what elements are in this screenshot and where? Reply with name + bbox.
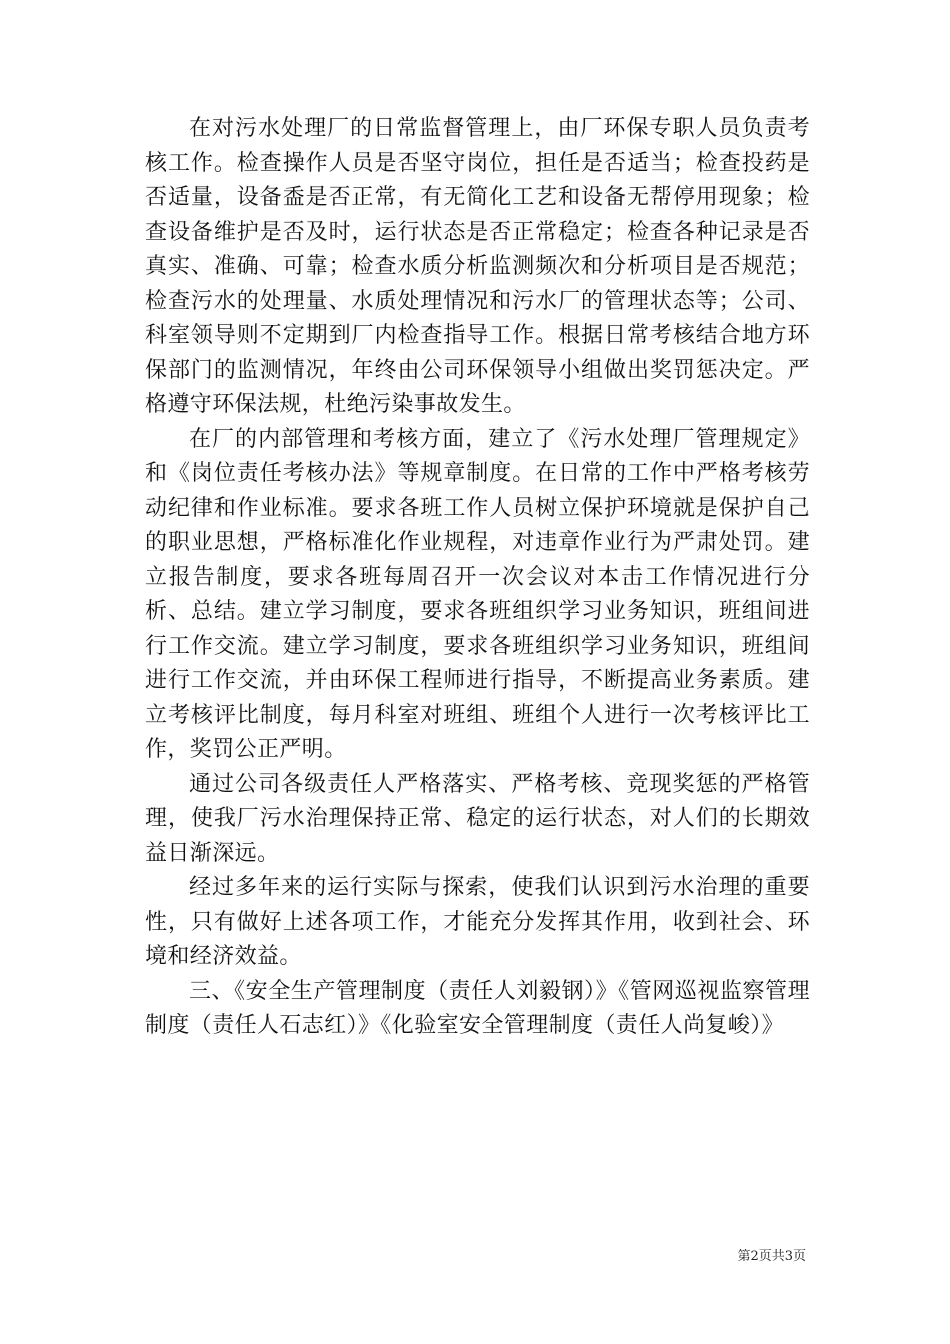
paragraph-internal-management: 在厂的内部管理和考核方面，建立了《污水处理厂管理规定》和《岗位责任考核办法》等规章制度。在日常的工作中严格考核劳动纪律和作业标准。要求各班工作人员树立保护环境就是保护自己的职业思想，严格标准化作业规程，对违章作业行为严肃处罚。建立报告制度，要求各班每周召开一次会议对本击工作情况进行分析、总结。建立学习制度，要求各班组织学习业务知识，班组间进行工作交流。建立学习制度，要求各班组织学习业务知识，班组间进行工作交流，并由环保工程师进行指导，不断提高业务素质。建立考核评比制度，每月科室对班组、班组个人进行一次考核评比工作，奖罚公正严明。: [145, 426, 810, 762]
paragraph-results: 通过公司各级责任人严格落实、严格考核、竞现奖惩的严格管理，使我厂污水治理保持正常、稳定的运行状态，对人们的长期效益日渐深远。: [145, 771, 810, 866]
paragraph-supervision: 在对污水处理厂的日常监督管理上，由厂环保专职人员负责考核工作。检查操作人员是否坚守岗位，担任是否适当；检查投药是否适量，设备盉是否正常，有无简化工艺和设备无帮停用现象；检查设备维护是否及时，运行状态是否正常稳定；检查各种记录是否真实、准确、可靠；检查水质分析监测频次和分析项目是否规范；检查污水的处理量、水质处理情况和污水厂的管理状态等；公司、科室领导则不定期到厂内检查指导工作。根据日常考核结合地方环保部门的监测情况，年终由公司环保领导小组做出奖罚惩决定。严格遵守环保法规，杜绝污染事故发生。: [145, 116, 810, 417]
paragraph-experience: 经过多年来的运行实际与探索，使我们认识到污水治理的重要性，只有做好上述各项工作，才能充分发挥其作用，收到社会、环境和经济效益。: [145, 875, 810, 969]
document-body: [145, 112, 810, 1044]
page-number: 第2页共3页: [737, 1249, 806, 1264]
paragraph-section-three: 三、《安全生产管理制度（责任人刘毅钢）》《管网巡视监察管理制度（责任人石志红）》《化验室安全管理制度（责任人尚复峻）》: [145, 978, 810, 1038]
